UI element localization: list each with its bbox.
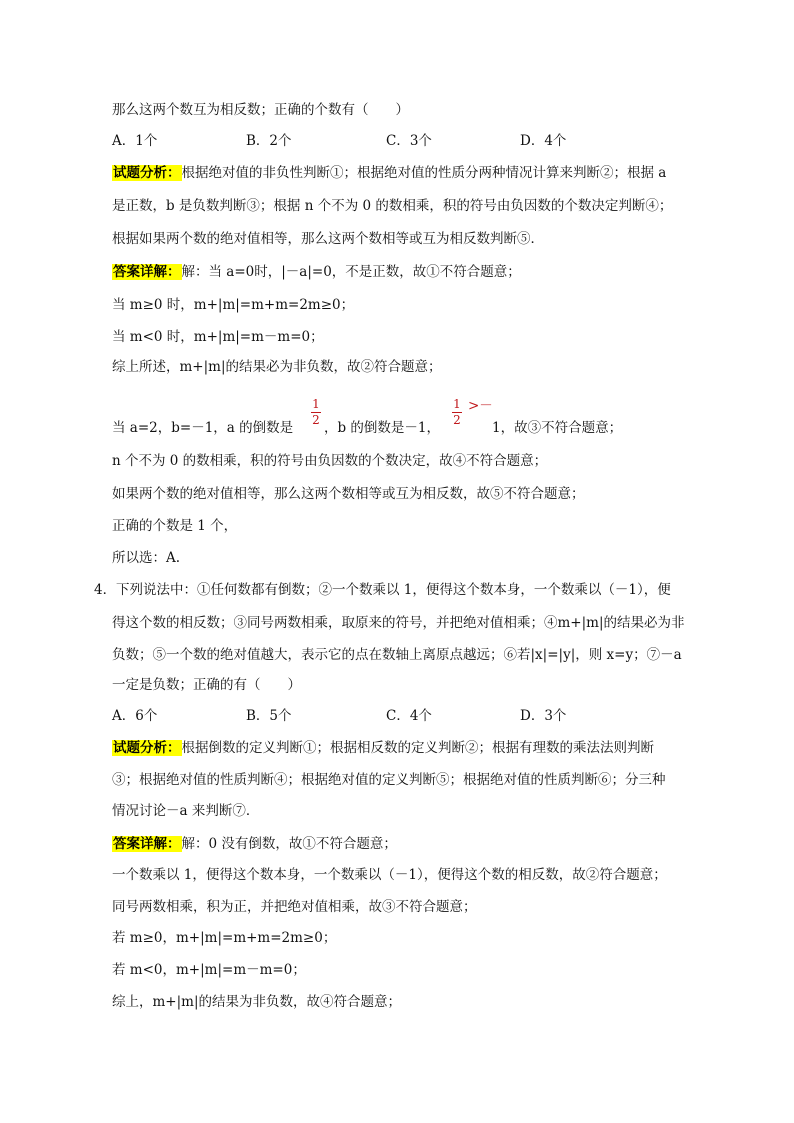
q4-stem-line-2: 得这个数的相反数；③同号两数相乘，取原来的符号，并把绝对值相乘；④m+|m|的结果必为非 [112, 615, 685, 631]
answer-label: 答案详解： [113, 836, 181, 852]
q3-tail-line-2: 如果两个数的绝对值相等，那么这两个数相等或互为相反数，故⑤不符合题意； [112, 486, 585, 502]
answer-text: 解：当 a=0时，|－a|=0，不是正数，故①不符合题意； [181, 264, 521, 280]
q4-stem-line-4: 一定是负数；正确的有（ ） [112, 677, 301, 693]
q3-fraction-half-2 [452, 398, 462, 427]
q3-recip-part1: 当 a=2，b=－1，a 的倒数是 [112, 420, 294, 436]
q3-analysis-line-1 [112, 163, 666, 183]
q4-answer-line-2: 一个数乘以 1，便得这个数本身，一个数乘以（－1），便得这个数的相反数，故②符合题意； [112, 867, 667, 883]
q3-answer-line-2: 当 m≥0 时，m+|m|=m+m=2m≥0； [112, 297, 355, 313]
q3-analysis-line-3: 根据如果两个数的绝对值相等，那么这两个数相等或互为相反数判断⑤． [112, 231, 544, 247]
q4-answer-line-1 [112, 834, 397, 854]
q3-tail-line-1: n 个不为 0 的数相乘，积的符号由负因数的个数决定，故④不符合题意； [112, 453, 548, 469]
q4-option-c: C．4个 [386, 708, 432, 724]
q4-answer-line-6: 综上，m+|m|的结果为非负数，故④符合题意； [112, 994, 402, 1010]
q3-fraction-half [311, 398, 321, 427]
q4-analysis-line-3: 情况讨论－a 来判断⑦． [112, 803, 260, 819]
q4-stem-line-3: 负数；⑤一个数的绝对值越大，表示它的点在数轴上离原点越远；⑥若|x|=|y|，则 x=y；⑦－a [112, 647, 682, 663]
q4-option-b: B．5个 [246, 708, 292, 724]
q4-answer-line-4: 若 m≥0，m+|m|=m+m=2m≥0； [112, 930, 337, 946]
fraction-numerator: 1 [312, 397, 320, 411]
q3-recip-part2: ，b 的倒数是－1， [324, 420, 441, 436]
q3-option-b: B．2个 [246, 133, 292, 149]
q4-option-a: A．6个 [112, 708, 158, 724]
analysis-label: 试题分析： [113, 740, 181, 756]
q4-option-d: D．3个 [520, 708, 567, 724]
q3-answer-line-3: 当 m<0 时，m+|m|=m－m=0； [112, 329, 324, 345]
q4-analysis-line-1 [112, 738, 654, 758]
q3-tail-line-3: 正确的个数是 1 个， [112, 518, 238, 534]
q3-analysis-line-2: 是正数，b 是负数判断③；根据 n 个不为 0 的数相乘，积的符号由负因数的个数决定判断④； [112, 198, 673, 214]
q4-answer-line-5: 若 m<0，m+|m|=m－m=0； [112, 962, 306, 978]
fraction-numerator: 1 [453, 397, 461, 411]
answer-text: 解：0 没有倒数，故①不符合题意； [181, 836, 397, 852]
answer-label: 答案详解： [113, 264, 181, 280]
q4-answer-line-3: 同号两数相乘，积为正，并把绝对值相乘，故③不符合题意； [112, 899, 477, 915]
q3-answer-line-4: 综上所述，m+|m|的结果必为非负数，故②符合题意； [112, 359, 442, 375]
q3-stem-tail: 那么这两个数互为相反数；正确的个数有（ ） [112, 102, 409, 118]
analysis-text: 根据倒数的定义判断①；根据相反数的定义判断②；根据有理数的乘法法则判断 [181, 740, 654, 756]
analysis-label: 试题分析： [113, 165, 181, 181]
fraction-denominator: 2 [453, 413, 461, 427]
fraction-denominator: 2 [312, 413, 320, 427]
q3-greater-than: >－ [468, 398, 493, 414]
q4-number: 4． [94, 582, 117, 598]
q3-option-d: D．4个 [520, 133, 567, 149]
q3-recip-part3: 1，故③不符合题意； [492, 420, 623, 436]
q4-analysis-line-2: ③；根据绝对值的性质判断④；根据绝对值的定义判断⑤；根据绝对值的性质判断⑥；分三种 [112, 772, 666, 788]
q4-stem-line-1: 下列说法中：①任何数都有倒数；②一个数乘以 1，便得这个数本身，一个数乘以（－1），便 [116, 582, 671, 598]
q3-answer-line-1 [112, 262, 521, 282]
q3-option-c: C．3个 [386, 133, 432, 149]
q3-option-a: A．1个 [112, 133, 158, 149]
analysis-text: 根据绝对值的非负性判断①；根据绝对值的性质分两种情况计算来判断②；根据 a [181, 165, 667, 181]
q3-tail-line-4: 所以选：A. [112, 550, 181, 566]
